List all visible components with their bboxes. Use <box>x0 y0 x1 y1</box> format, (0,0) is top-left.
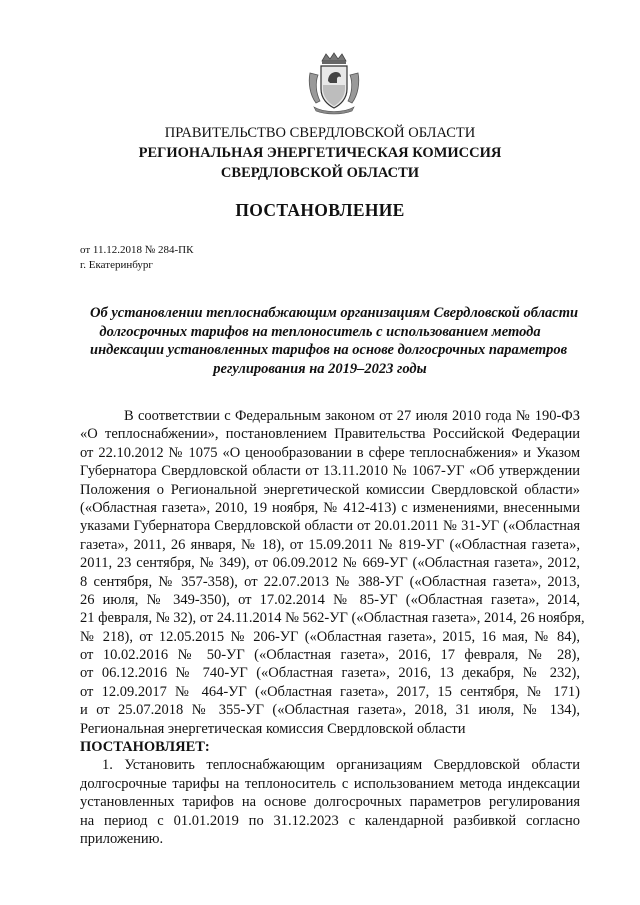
body-line: 8 сентября, № 357-358), от 22.07.2013 № 388-УГ («Областная газета», 2013, <box>80 573 580 590</box>
body-line: от 12.09.2017 № 464-УГ («Областная газета», 2017, 15 сентября, № 171) <box>80 683 580 700</box>
body-line: 26 июля, № 349-350), от 17.02.2014 № 85-УГ («Областная газета», 2014, <box>80 591 580 608</box>
body-line: Региональная энергетическая комиссия Свердловской области <box>80 720 466 737</box>
body-line: и от 25.07.2018 № 355-УГ («Областная газета», 2018, 31 июля, № 134), <box>80 702 580 719</box>
body-line: Положения о Региональной энергетической комиссии Свердловской области» <box>80 481 580 498</box>
body-line: «О теплоснабжении», постановлением Правительства Российской Федерации <box>80 426 580 443</box>
subject-line: регулирования на 2019–2023 годы <box>213 360 427 377</box>
body-line: 2011, 23 сентября, № 349), от 06.09.2012 № 669-УГ («Областная газета», 2012, <box>80 555 580 572</box>
body-line: № 218), от 12.05.2015 № 206-УГ («Областная газета», 2015, 16 мая, № 84), <box>80 628 580 645</box>
subject-line: Об установлении теплоснабжающим организациям Свердловской области <box>90 305 579 321</box>
body-line: от 10.02.2016 № 50-УГ («Областная газета», 2016, 17 февраля, № 28), <box>80 647 580 664</box>
resolves-heading: ПОСТАНОВЛЯЕТ: <box>80 739 210 756</box>
body-line: В соответствии с Федеральным законом от 27 июля 2010 года № 190-ФЗ <box>124 408 580 424</box>
body-line: указами Губернатора Свердловской области от 20.01.2011 № 31-УГ («Областная <box>80 518 580 535</box>
document-body <box>80 407 585 848</box>
item-line: приложению. <box>80 830 164 847</box>
item-line: на период с 01.01.2019 по 31.12.2023 с календарной разбивкой согласно <box>80 812 580 829</box>
item-line: установленных тарифов на основе долгосрочных параметров регулирования <box>80 794 580 811</box>
commission-name: РЕГИОНАЛЬНАЯ ЭНЕРГЕТИЧЕСКАЯ КОМИССИЯ <box>138 145 502 161</box>
region-name: СВЕРДЛОВСКОЙ ОБЛАСТИ <box>220 165 420 181</box>
city: г. Екатеринбург <box>80 259 153 271</box>
body-line: газета», 2011, 26 января, № 18), от 15.09.2011 № 819-УГ («Областная газета», <box>80 536 580 553</box>
subject-line: индексации установленных тарифов на основе долгосрочных параметров <box>90 342 568 358</box>
subject-line: долгосрочных тарифов на теплоноситель с использованием метода <box>99 323 541 340</box>
coat-of-arms-icon <box>306 51 362 115</box>
body-line: от 22.10.2012 № 1075 «О ценообразовании в сфере теплоснабжения» и Указом <box>80 444 580 461</box>
government-name: ПРАВИТЕЛЬСТВО СВЕРДЛОВСКОЙ ОБЛАСТИ <box>164 125 476 141</box>
body-line: от 06.12.2016 № 740-УГ («Областная газета», 2016, 13 декабря, № 232), <box>80 665 580 682</box>
body-line: Губернатора Свердловской области от 13.11.2010 № 1067-УГ «Об утверждении <box>80 463 580 480</box>
item-line: 1. Установить теплоснабжающим организациям Свердловской области <box>102 757 580 774</box>
item-line: долгосрочные тарифы на теплоноситель с использованием метода индексации <box>80 775 580 792</box>
body-line: 21 февраля, № 32), от 24.11.2014 № 562-УГ («Областная газета», 2014, 26 ноября, <box>80 610 585 627</box>
document-subject <box>90 304 579 378</box>
body-line: («Областная газета», 2010, 19 ноября, № 412-413) с изменениями, внесенными <box>80 499 580 516</box>
date-number: от 11.12.2018 № 284-ПК <box>80 244 194 256</box>
document-type-title: ПОСТАНОВЛЕНИЕ <box>235 200 405 220</box>
